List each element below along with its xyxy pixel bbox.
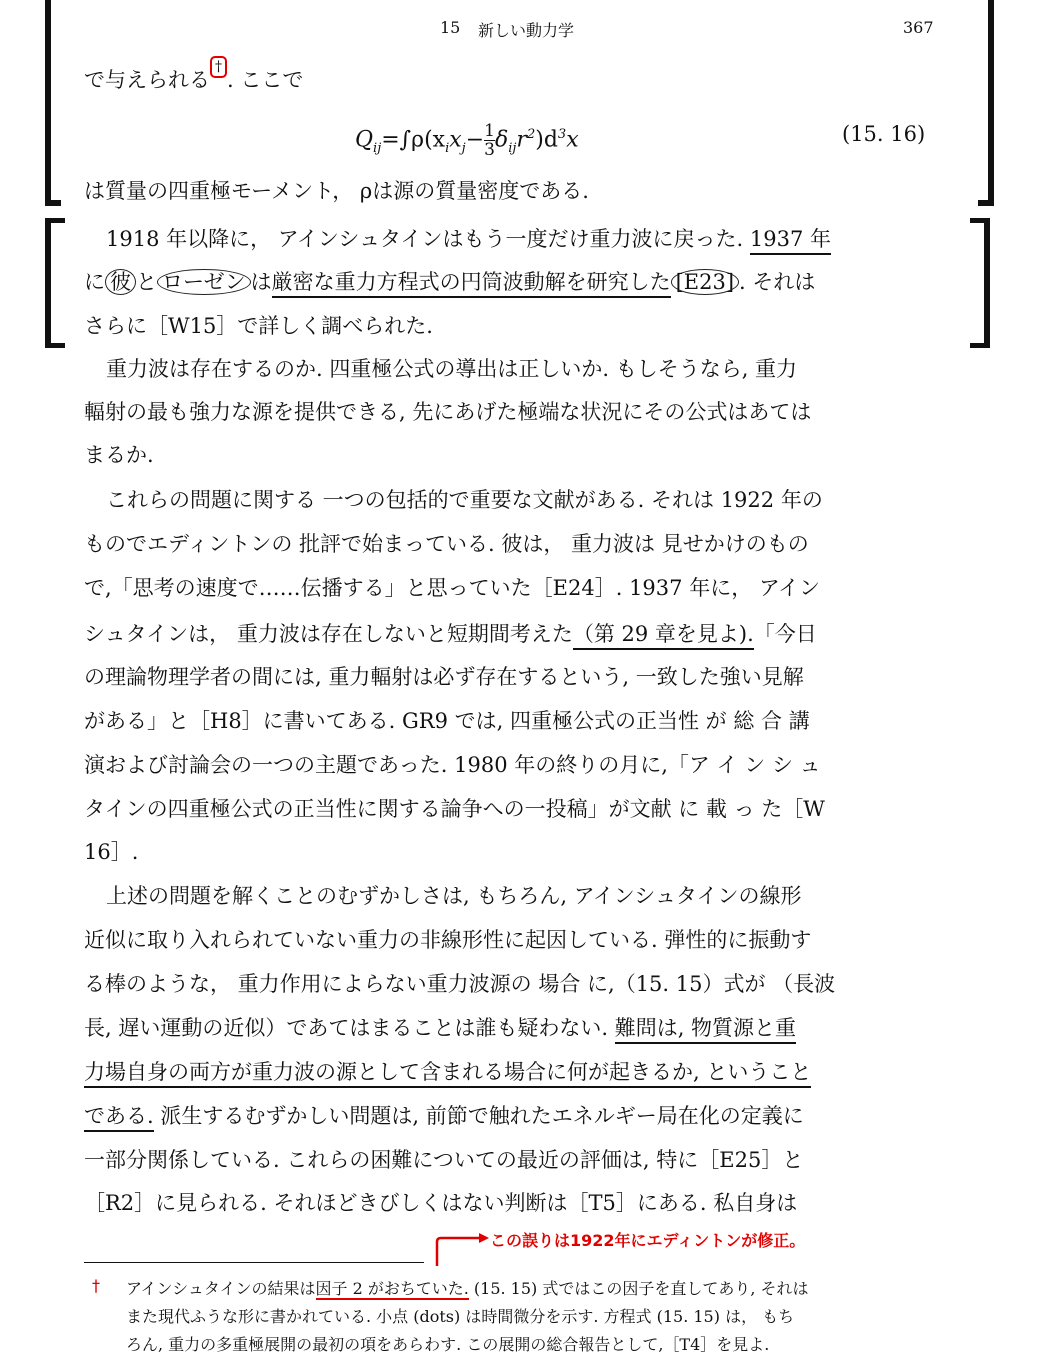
page-number: 367 [903, 18, 934, 37]
underline-1937: 1937 年 [750, 227, 831, 255]
para4-line1: これらの問題に関する 一つの包括的で重要な文献がある. それは 1922 年の [106, 488, 823, 512]
chapter-title: 新しい動力学 [478, 21, 575, 40]
right-bracket-top [978, 0, 994, 206]
para4-line2: ものでエディントンの 批評で始まっている. 彼は， 重力波は 見せかけのもの [84, 532, 809, 556]
chapter-number: 15 [440, 18, 461, 37]
fraction: $\frac{1}{3}$ [484, 121, 495, 160]
footnote-dagger: † [92, 1276, 100, 1295]
underline-cylinder-wave: 厳密な重力方程式の円筒波動解を研究した [272, 270, 671, 298]
para5-line8: ［R2］に見られる. それほどきびしくはない判断は［T5］にある. 私自身は [84, 1191, 798, 1215]
para5-line6: である. 派生するむずかしい問題は, 前節で触れたエネルギー局在化の定義に [84, 1102, 954, 1130]
para1-end: は質量の四重極モーメント， ρは源の質量密度である. [84, 179, 589, 203]
equation-15-16: $Q_{ij}=\int\rho(x_ix_j-$ $\frac{1}{3}$ $\delta_{ij}r^2)d^3x$ [355, 121, 579, 160]
para4-line8: タインの四重極公式の正当性に関する論争への一投稿」が文献 に 載 っ た［W [84, 797, 825, 821]
para4-line7: 演および討論会の一つの主題であった. 1980 年の終りの月に,「ア イ ン シ ュ [84, 753, 821, 777]
para2-line2: に 彼 と ローゼン は厳密な重力方程式の円筒波動解を研究した [E23] . それは [84, 268, 954, 296]
para5-line3: る棒のような， 重力作用によらない重力波源の 場合 に,（15. 15）式が （長波 [84, 972, 836, 996]
circled-ref-e23: [E23] [671, 269, 739, 295]
para3-line2: 輻射の最も強力な源を提供できる, 先にあげた極端な状況にその公式はあては [84, 400, 812, 424]
footnote-line1: アインシュタインの結果は因子 2 がおちていた. (15. 15) 式ではこの因子を直してあり, それは [126, 1279, 809, 1298]
para4-line9: 16］. [84, 840, 139, 864]
para3-line3: まるか. [84, 443, 154, 467]
para1-text: で与えられる [84, 68, 210, 92]
dagger-reference: † [210, 56, 227, 78]
para4-line3: で,「思考の速度で……伝播する」と思っていた［E24］. 1937 年に， アイン [84, 576, 820, 600]
underline-chapter-29: （第 29 章を見よ). [573, 622, 754, 650]
para2-line3: さらに［W15］で詳しく調べられた. [84, 314, 433, 338]
para4-line4: シュタインは， 重力波は存在しないと短期間考えた（第 29 章を見よ).「今日 [84, 620, 954, 648]
footnote-line3: ろん, 重力の多重極展開の最初の項をあらわす. この展開の総合報告として,［T4］を見よ. [126, 1335, 770, 1354]
footnote-rule [84, 1262, 424, 1263]
para5-line5 [84, 1058, 954, 1086]
para1-text-end: . ここで [227, 68, 304, 92]
para5-line7: 一部分関係している. これらの困難についての最近の評価は, 特に［E25］と [84, 1148, 804, 1172]
annotation-arrow [425, 1228, 495, 1268]
left-bracket-top [45, 0, 61, 206]
para5-line1: 上述の問題を解くことのむずかしさは, もちろん, アインシュタインの線形 [106, 884, 802, 908]
left-bracket-mid [45, 218, 65, 348]
annotation-note: この誤りは1922年にエディントンが修正。 [490, 1231, 806, 1250]
underline-difficulty: 難問は, 物質源と重 [615, 1016, 796, 1044]
para5-line2: 近似に取り入れられていない重力の非線形性に起因している. 弾性的に振動す [84, 928, 812, 952]
footnote-underline: 因子 2 がおちていた. [315, 1279, 469, 1298]
right-bracket-mid [970, 218, 990, 348]
underline-difficulty-end: である. [84, 1104, 154, 1132]
para4-line6: がある」と［H8］に書いてある. GR9 では, 四重極公式の正当性 が 総 合 講 [84, 709, 810, 733]
para4-line5: の理論物理学者の間には, 重力輻射は必ず存在するという, 一致した強い見解 [84, 665, 804, 689]
circled-kare: 彼 [105, 269, 136, 295]
underline-difficulty-cont: 力場自身の両方が重力波の源として含まれる場合に何が起きるか, ということ [84, 1060, 811, 1088]
footnote-line2: また現代ふうな形に書かれている. 小点 (dots) は時間微分を示す. 方程式 (15. 15) は， もち [126, 1307, 795, 1326]
circled-rosen: ローゼン [157, 269, 251, 295]
para3-line1: 重力波は存在するのか. 四重極公式の導出は正しいか. もしそうなら, 重力 [106, 357, 798, 381]
para5-line4: 長, 遅い運動の近似）であてはまることは誰も疑わない. 難問は, 物質源と重 [84, 1014, 954, 1042]
equation-number: (15. 16) [842, 122, 926, 146]
para2-line1: 1918 年以降に， アインシュタインはもう一度だけ重力波に戻った. 1937 年 [106, 225, 954, 253]
para1-line1 [84, 59, 954, 94]
